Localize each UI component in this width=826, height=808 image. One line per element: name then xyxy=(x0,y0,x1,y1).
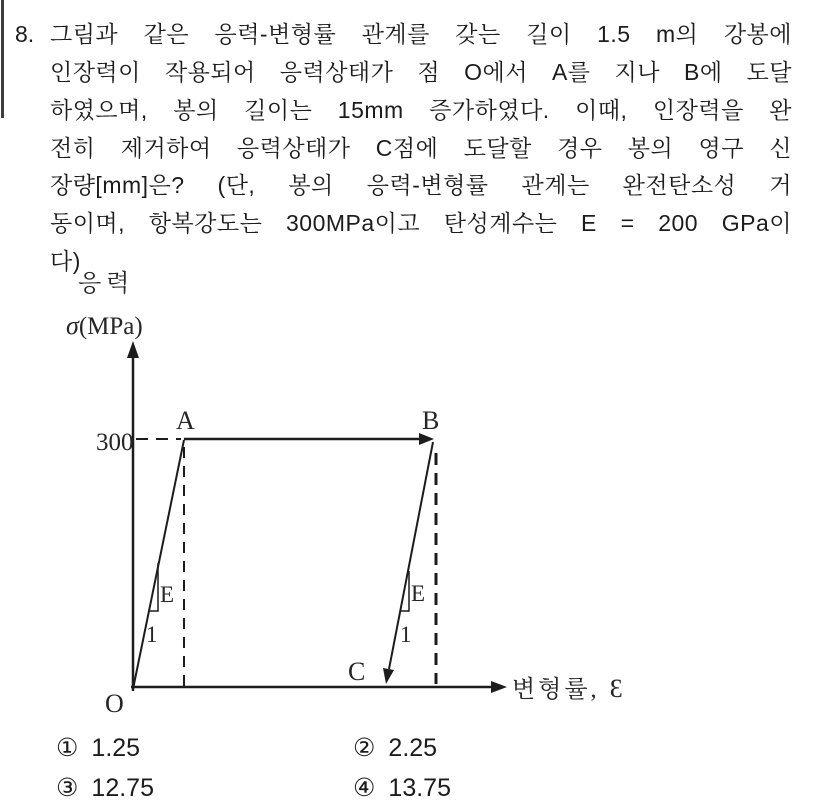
option-marker: ④ xyxy=(353,774,376,802)
question-line: 다) xyxy=(50,248,81,274)
modulus-base-right: 1 xyxy=(400,622,412,647)
unloading-arrow-icon xyxy=(383,668,394,684)
question-line: 전히 제거하여 응력상태가 C점에 도달할 경우 봉의 영구 신 xyxy=(50,135,792,161)
question-line: 장량[mm]은? (단, 봉의 응력-변형률 관계는 완전탄소성 거 xyxy=(50,172,792,198)
option-value: 12.75 xyxy=(91,773,154,802)
x-axis-title xyxy=(512,674,623,703)
answer-option-4[interactable] xyxy=(353,773,451,803)
y-axis-title: 응력 xyxy=(78,271,135,297)
yield-stress-tick-label: 300 xyxy=(96,429,134,456)
answer-option-2[interactable] xyxy=(353,733,437,763)
question-line: 그림과 같은 응력-변형률 관계를 갖는 길이 1.5 m의 강봉에 xyxy=(50,21,792,47)
y-axis-unit xyxy=(66,311,143,340)
question-number: 8. xyxy=(15,21,35,47)
x-axis-title-text: 변형률, xyxy=(512,677,600,703)
point-o-label: O xyxy=(105,689,124,718)
column-rule xyxy=(1,0,4,118)
option-marker: ② xyxy=(353,734,376,762)
question-paragraph-1 xyxy=(50,15,792,167)
answer-option-1[interactable] xyxy=(56,733,140,763)
point-c-label: C xyxy=(348,657,366,686)
question-line: 인장력이 작용되어 응력상태가 점 O에서 A를 지나 B에 도달 xyxy=(50,59,792,85)
question-line: 동이며, 항복강도는 300MPa이고 탄성계수는 E = 200 GPa이 xyxy=(50,210,792,236)
option-marker: ① xyxy=(56,734,79,762)
stress-strain-diagram xyxy=(0,260,700,720)
epsilon-symbol: Ɛ xyxy=(609,674,623,703)
option-value: 1.25 xyxy=(91,733,141,762)
modulus-label-left: E xyxy=(160,582,175,607)
question-line: 하였으며, 봉의 길이는 15mm 증가하였다. 이때, 인장력을 완 xyxy=(50,97,792,123)
sigma-symbol: σ xyxy=(66,311,79,340)
point-a-label: A xyxy=(176,406,195,435)
answer-option-3[interactable] xyxy=(56,773,154,803)
option-value: 2.25 xyxy=(388,733,438,762)
y-axis-arrow-icon xyxy=(127,341,139,358)
option-value: 13.75 xyxy=(388,773,451,802)
modulus-label-right: E xyxy=(411,581,426,606)
modulus-base-left: 1 xyxy=(146,622,158,647)
x-axis-arrow-icon xyxy=(491,681,507,693)
sigma-unit: (MPa) xyxy=(78,313,143,340)
option-marker: ③ xyxy=(56,774,79,802)
point-b-label: B xyxy=(422,406,440,435)
